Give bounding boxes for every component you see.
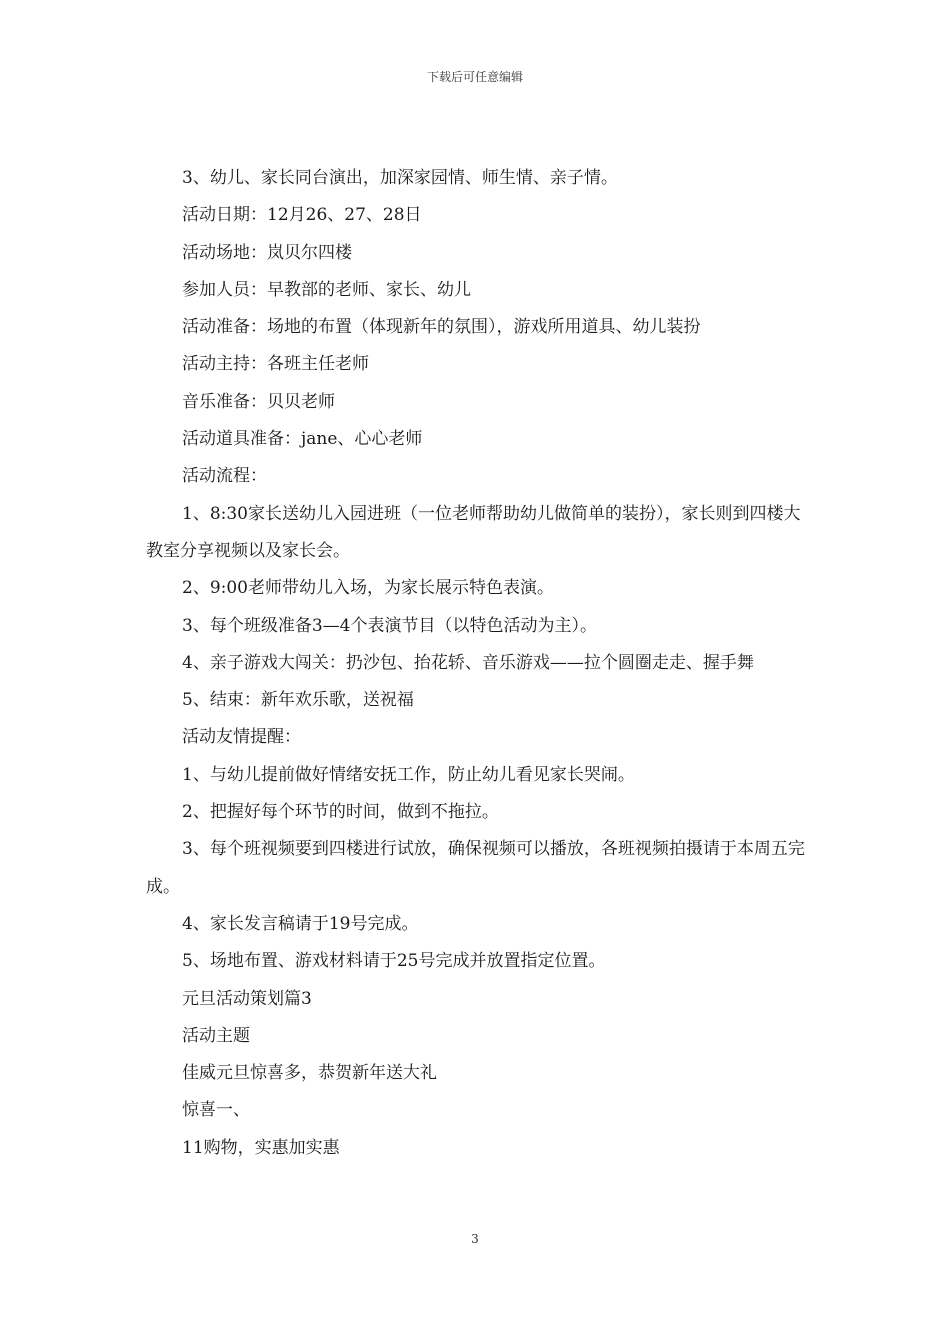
paragraph: 活动日期：12月26、27、28日: [182, 205, 422, 226]
document-body: [146, 160, 810, 1167]
paragraph: 4、家长发言稿请于19号完成。: [182, 913, 419, 934]
paragraph: 5、结束：新年欢乐歌，送祝福: [182, 690, 414, 711]
paragraph: 3、幼儿、家长同台演出，加深家园情、师生情、亲子情。: [182, 168, 618, 188]
section-title: 元旦活动策划篇3: [182, 988, 312, 1009]
paragraph: 3、每个班级准备3—4个表演节目（以特色活动为主）。: [182, 615, 597, 636]
paragraph: 活动道具准备：jane、心心老师: [182, 429, 423, 450]
paragraph: 11购物，实惠加实惠: [182, 1137, 340, 1158]
page-number: 3: [471, 1232, 479, 1246]
paragraph: 5、场地布置、游戏材料请于25号完成并放置指定位置。: [182, 951, 606, 972]
paragraph: 2、把握好每个环节的时间，做到不拖拉。: [182, 802, 499, 823]
paragraph: 2、9:00老师带幼儿入场，为家长展示特色表演。: [182, 578, 554, 599]
paragraph: 活动主持：各班主任老师: [182, 354, 369, 375]
paragraph: 1、与幼儿提前做好情绪安抚工作，防止幼儿看见家长哭闹。: [182, 764, 635, 785]
paragraph: 参加人员：早教部的老师、家长、幼儿: [182, 279, 471, 300]
paragraph: 3、每个班视频要到四楼进行试放，确保视频可以播放，各班视频拍摄请于本周五完成。: [146, 839, 805, 897]
paragraph: 活动主题: [182, 1025, 250, 1046]
page-header: 下载后可任意编辑: [426, 70, 523, 84]
paragraph: 音乐准备：贝贝老师: [182, 391, 335, 412]
paragraph: 活动准备：场地的布置（体现新年的氛围），游戏所用道具、幼儿装扮: [182, 317, 701, 338]
paragraph: 活动场地：岚贝尔四楼: [182, 242, 352, 263]
paragraph: 4、亲子游戏大闯关：扔沙包、抬花轿、音乐游戏——拉个圆圈走走、握手舞: [182, 652, 754, 673]
paragraph: 1、8:30家长送幼儿入园进班（一位老师帮助幼儿做简单的装扮），家长则到四楼大教室分享视频以及家长会。: [146, 503, 801, 561]
paragraph: 活动流程：: [182, 466, 267, 487]
paragraph: 佳威元旦惊喜多，恭贺新年送大礼: [182, 1063, 437, 1084]
paragraph: 惊喜一、: [182, 1100, 250, 1121]
paragraph: 活动友情提醒：: [182, 727, 301, 748]
